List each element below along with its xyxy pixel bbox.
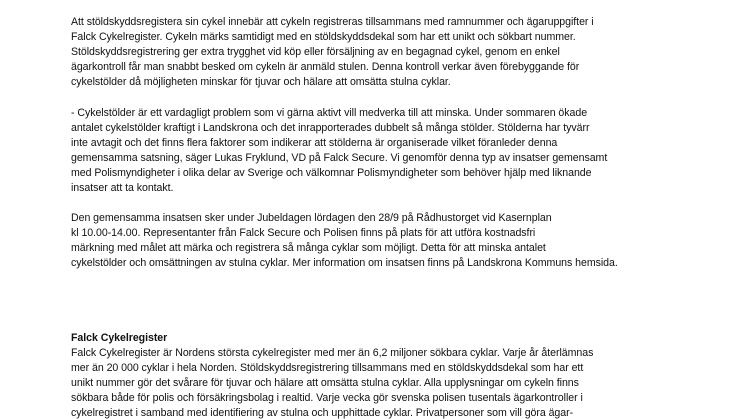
text-line: Att stöldskyddsregistera sin cykel innebär att cykeln registreras tillsammans med ramnummer och ägaruppgifter i [71,16,594,28]
text-line: unikt nummer gör det svårare för tjuvar och hälare att omsätta stulna cyklar. Alla upplysningar om cykeln finns [71,377,579,390]
text-line: cykelregistret i samband med identifiering av stulna och upphittade cyklar. Privatpersoner som vill göra ägar- [71,407,574,419]
paragraph-quote [71,106,681,197]
text-line: antalet cykelstölder kraftigt i Landskrona och det inrapporterades dubbelt så många stölder. Stölderna har tyvärr [71,122,590,135]
text-line: cykelstölder då möjligheten minskar för tjuvar och hälare att omsätta stulna cyklar. [71,76,451,89]
text-line: mer än 20 000 cyklar i hela Norden. Stöldskyddsregistrering tillsammans med en stöldskyddsdekal som har ett [71,362,584,375]
section-title: Falck Cykelregister [71,332,168,344]
text-line: Falck Cykelregister. Cykeln märks samtidigt med en stöldskyddsdekal som har ett unikt och sökbart nummer. [71,31,576,44]
text-line: insatser att ta kontakt. [71,182,174,195]
text-line: sökbara både för polis och försäkringsbolag i realtid. Varje vecka gör svenska polisen tusentals ägarkontroller i [71,392,583,405]
text-line: med Polismyndigheter i olika delar av Sverige och välkomnar Polismyndigheter som behöver hjälp med liknande [71,167,592,180]
section-falck-cykelregister [71,331,681,419]
text-line: cykelstölder och omsättningen av stulna cyklar. Mer information om insatsen finns på Landskrona Kommuns hemsida. [71,257,618,270]
text-line: märkning med målet att märka och registrera så många cyklar som möjligt. Detta för att minska antalet [71,242,546,255]
text-line: ägarkontroll får man snabbt besked om cykeln är anmäld stulen. Denna kontroll verkar även förebyggande för [71,61,580,74]
text-line: Falck Cykelregister är Nordens största cykelregister med mer än 6,2 miljoner sökbara cyklar. Varje år återlämnas [71,347,594,360]
text-line: inte avtagit och det finns flera faktorer som indikerar att stölderna är organiserade vilket föranleder denna [71,137,558,150]
text-line: Den gemensamma insatsen sker under Jubeldagen lördagen den 28/9 på Rådhustorget vid Kasernplan [71,212,552,224]
text-line: gemensamma satsning, säger Lukas Fryklund, VD på Falck Secure. Vi genomför denna typ av insatser gemensamt [71,152,608,165]
text-line: kl 10.00-14.00. Representanter från Falck Secure och Polisen finns på plats för att utföra kostnadsfri [71,227,536,240]
paragraph-registration-intro [71,15,681,90]
text-line: - Cykelstölder är ett vardagligt problem som vi gärna aktivt vill medverka till att minska. Under sommaren ökade [71,107,588,119]
text-line: Stöldskyddsregistrering ger extra trygghet vid köp eller försäljning av en begagnad cykel, genom en enkel [71,46,560,59]
paragraph-event-info [71,211,681,271]
